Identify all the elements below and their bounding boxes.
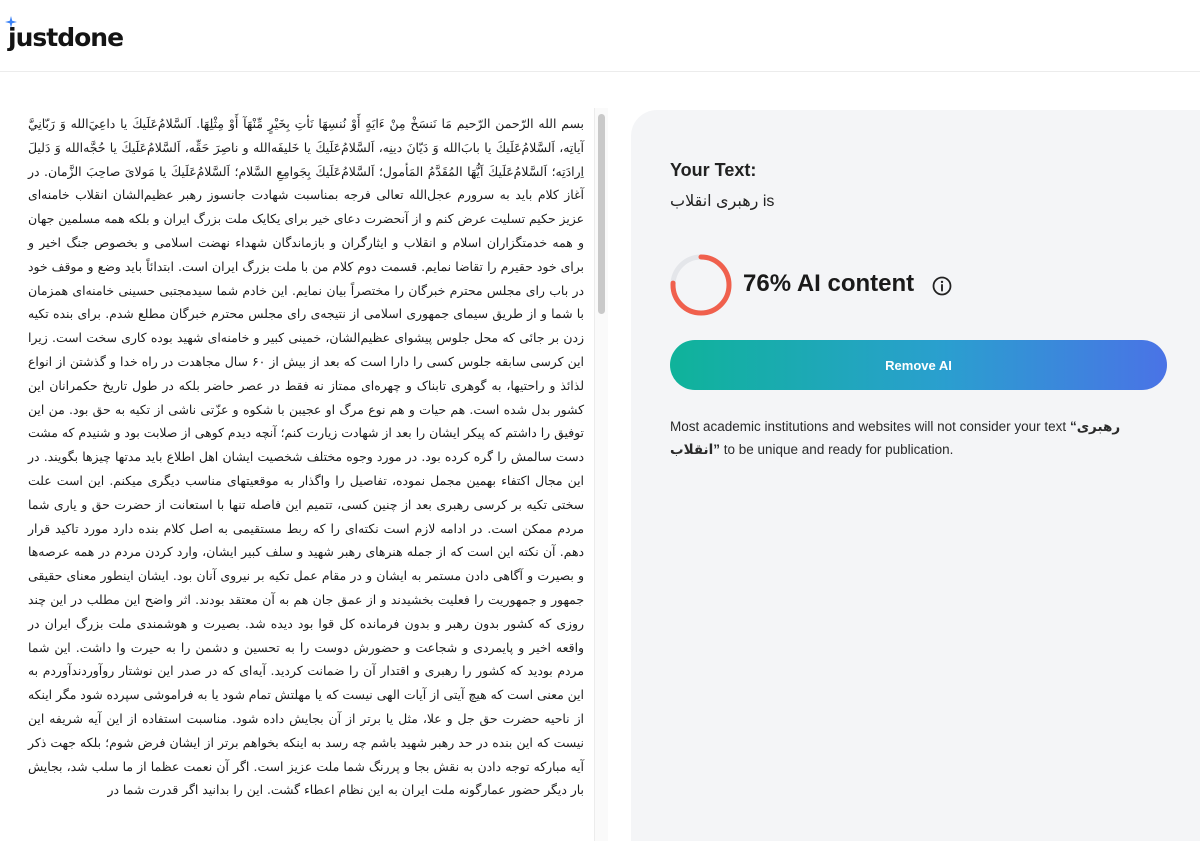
- justdone-logo[interactable]: [8, 14, 123, 50]
- notice-prefix: Most academic institutions and websites will not consider your text: [670, 419, 1070, 434]
- text-editor[interactable]: [0, 108, 608, 841]
- editor-scrollbar[interactable]: [594, 108, 608, 841]
- sparkle-icon: [5, 16, 17, 28]
- top-bar: [0, 0, 1200, 72]
- ai-score-gauge: [669, 253, 733, 317]
- your-text-label: Your Text:: [670, 160, 757, 180]
- info-icon[interactable]: [931, 275, 953, 297]
- uniqueness-notice: [670, 415, 1170, 461]
- notice-suffix: to be unique and ready for publication.: [719, 442, 954, 457]
- your-text-value: رهبری انقلاب is: [670, 193, 775, 210]
- ai-content-percent: 76% AI content: [743, 270, 915, 297]
- result-panel: [631, 110, 1200, 841]
- logo-text: justdone: [8, 23, 124, 52]
- editor-content[interactable]: بسم الله الرّحمن الرّحيم مَا نَنسَخْ مِنْ ءَايَهٍ أَوْ نُنسِهَا نَأتِ بِخَيْرٍ مِّنْهَآ أَوْ مِثْلِهَا. اَلسَّلامُ‌عَلَيكَ يا داعِيَ‌الله وَ رَبّانِيَّ آياتِه، اَلسَّلامُ‌عَلَيكَ يا بابَ‌الله وَ دَيّانَ دينِه، اَلسَّلامُ‌عَلَيكَ يا خَليفَه‌الله و ناصِرَ حَقِّه، اَلسَّلامُ‌عَلَيكَ يا حُجَّه‌الله وَ دَليلَ اِرادَتِه؛ اَلسَّلامُ‌عَلَيكَ اَيُّهَا المُقَدَّمُ المَأمول؛ اَلسَّلامُ‌عَلَيكَ بِجَوامِعِ السَّلام؛ اَلسَّلامُ‌عَلَيكَ يا مَولاىَ صاحِبَ الزَّمان. در آغاز کلام باید به سرورم عجل‌الله تعالی فرجه بمناسبت شهادت جانسوز رهبر عظیم‌الشان انقلاب خامنه‌ای عزیز حکیم تسلیت عرض کنم و از آنحضرت دعای خیر برای یکایک ملت بزرگ ایران و بلکه همه مسلمین جهان و همه خدمتگزاران اسلام و انقلاب و ایثارگران و بازماندگان شهداء نهضت اسلامی و بخصوص جنگ اخیر و برای خود حقیرم را تقاضا نمایم. قسمت دوم کلام من با ملت بزرگ ایران است. ابتدائاً باید وضع و موقف خود در باب رای مجلس محترم خبرگان را مختصراً بیان نمایم. این خادم شما سیدمجتبی حسینی خامنه‌ای همزمان با شما و از طریق سیمای جمهوری اسلامی از نتیجه‌ی رای مجلس محترم خبرگان مطلع شدم. برای بنده تکیه زدن بر جائی که محل جلوس پیشوای عظیم‌الشان، خمینی کبیر و خامنه‌ای شهید بوده کاری سخت است. زیرا این کرسی سابقه جلوس کسی را دارا است که بعد از بیش از ۶۰ سال مجاهدت در راه خدا و گذشتن از انواع لذائذ و راحتیها، به گوهری تابناک و چهره‌ای ممتاز نه فقط در عصر حاضر بلکه در طول تاریخ حکمرانان این کشور بدل شده است. هم حیات و هم نوع مرگ او عجیبن با شکوه و عزّتی ناشی از تکیه به حق بود. من این توفیق را داشتم که پیکر ایشان را بعد از شهادت زیارت کنم؛ آنچه دیدم کوهی از صلابت بود و شنیدم که مشت دست سالمش را گره کرده بود. در مورد وجوه مختلف شخصیت ایشان اهل اطلاع باید مدتها چیزها بگویند. در این مجال اکتفاء بهمین مجمل نموده، تفاصیل را واگذار به موقعیتهای مناسب دیگری میکنم. این است علت سختی تکیه بر کرسی رهبری بعد از چنین کسی، تتمیم این فاصله تنها با استعانت از حضرت حق و یاری شما مردم ممکن است. در ادامه لازم است نکته‌ای را که ربط مستقیمی به اصل کلام بنده دارد مورد تاکید قرار دهم. آن نکته این است که از جمله هنرهای رهبر شهید و سلف کبیر ایشان، وارد کردن مردم در همه عرصه‌ها و بصیرت و آگاهی دادن مستمر به ایشان و در مقام عمل تکیه بر نیروی آنان بود. ایشان اینطور معنای حقیقی جمهور و جمهوریت را فعلیت بخشیدند و از عمق جان هم به آن معتقد بودند. اثر واضح این مطلب در این چند روزی که کشور بدون رهبر و بدون فرمانده کل قوا بود دیده شد. بصیرت و هوشمندی ملت بزرگ ایران در واقعه اخیر و پایمردی و شجاعت و حضورش دوست را به تحسین و دشمن را به حیرت وا داشت. این شما مردم بودید که کشور را رهبری و اقتدار آن را ضمانت کردید. آیه‌ای که در صدر این نوشتار روآوردندآوردم به این معنی است که هیچ آیتی از آیات الهی نیست که یا مهلتش تمام شود یا به فراموشی سپرده شود مگر اینکه از ناحیه حضرت حق جل و علا، مثل یا برتر از آن بجایش داده شود. مناسبت استفاده از این آیه شریفه این نیست که این بنده در حد رهبر شهید باشم چه رسد به اینکه بخواهم برتر از ایشان فرض شوم؛ بلکه جهت ذکر آیه مبارکه توجه دادن به نقش بجا و پررنگ شما ملت عزیز است. اگر آن نعمت عظما از ما سلب شد، بجایش بار دیگر حضور عمارگونه ملت ایران به این نظام اعطاء گشت. این را بدانید اگر قدرت شما در: [28, 116, 584, 798]
- notice-quoted-text: “رهبری انقلاب”: [670, 419, 1121, 457]
- remove-ai-button[interactable]: Remove AI: [670, 340, 1167, 390]
- scrollbar-thumb[interactable]: [598, 114, 605, 314]
